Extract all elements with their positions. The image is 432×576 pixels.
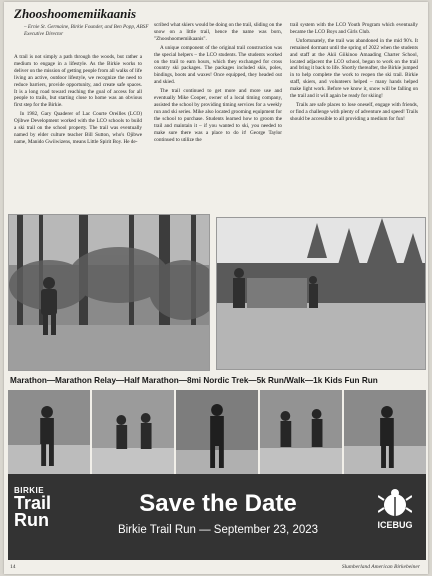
article-byline: – Ernie St. Germaine, Birkie Founder, and Ben Popp, ABSF Executive Director — [24, 24, 149, 37]
paragraph: scribed what skiers would be doing on the trail, sliding on the snow on a little trail, hence the name was born, "Zhooshoomemiikaanis". — [154, 22, 282, 42]
runner-photo — [344, 390, 426, 474]
paragraph — [14, 54, 142, 109]
birkie-trail-run-logo — [14, 486, 74, 529]
article-col1-p1: A trail is not simply a path through the woods, but rather a medium to engage in a lifestyle. As the Birkie works to deliver on the mission of getting people from all walks of life living an active, outdoor lifestyle, we recognize the need to reduce barriers, provide opportunity, and create safe spaces. It is a long road toward reaching the goal of access for all people to trails, but starting close to home was an obvious first step for the Birkie. — [14, 54, 142, 109]
forest-trail-photo-art — [9, 215, 209, 370]
magazine-page — [4, 2, 428, 574]
runner-photo-strip — [8, 390, 426, 474]
runner-photo — [8, 390, 90, 474]
trail-work-photo-art — [217, 218, 425, 369]
article-title: Zhooshoomemiikaanis — [14, 6, 137, 21]
logo-line1: BIRKIE — [14, 486, 45, 495]
runner-photo-art — [176, 390, 258, 474]
trail-work-photo — [216, 217, 426, 370]
banner-headline: Save the Date — [139, 490, 297, 517]
runner-photo-art — [8, 390, 90, 474]
runner-photo-art — [260, 390, 342, 474]
runner-photo — [260, 390, 342, 474]
page-number: 14 — [10, 564, 16, 570]
article-column-3 — [290, 22, 418, 125]
paragraph: trail system with the LCO Youth Program which eventually became the LCO Boys and Girls Club. — [290, 22, 418, 35]
publication-name: Slumberland American Birkebeiner — [341, 564, 420, 570]
paragraph: A unique component of the original trail construction was the special helpers – the LCO students. The students worked on the trail to earn hours, which they exchanged for cross country ski packages. The packages included skis, poles, bindings, boots and waxes! Once equipped, they headed out and skied. — [154, 44, 282, 86]
forest-trail-photo — [8, 214, 210, 371]
runner-photo-art — [344, 390, 426, 474]
runner-photo — [92, 390, 174, 474]
logo-line2: Trail — [14, 493, 52, 513]
sponsor-name: ICEBUG — [377, 520, 413, 530]
banner-event-line: Birkie Trail Run — September 23, 2023 — [117, 524, 319, 536]
paragraph: Unfortunately, the trail was abandoned in the mid 90's. It remained dormant until the spring of 2022 when the students and staff at the Akii Giikinoo Amaading Charter School, located adjacent the LCO school, began to work on the trail and bring it back to life. Shortly thereafter, the Birkie jumped in to help complete the work to reopen the ski trail. Birkie staff, skiers, and volunteers helped – many hands helped make light work. Before we know it, snow will be falling on the trail and it will again be ready for skiing! — [290, 37, 418, 100]
race-list: Marathon—Marathon Relay—Half Marathon—8mi Nordic Trek—5k Run/Walk—1k Kids Fun Run — [10, 376, 378, 385]
save-the-date-banner — [8, 474, 426, 560]
paragraph: The trail continued to get more and more use and eventually Mike Cooper, owner of a local timing company, assisted the school by providing timing services for a weekly run and ski series. Mike also located grooming equipment for the school to purchase. Students learned how to groom the trail and maintain it – if you wanted to ski, you needed to make sure there was a place to do it! George Taylor continued to utilize the — [154, 88, 282, 143]
paragraph: In 1982, Gary Quaderer of Lac Courte Oreilles (LCO) Ojibwe Development worked with the LCO schools to build a ski trail on the school property. The trail was eventually named by elder culture teacher Bill Sutton, who's Ojibwe name, Manido Gwiiwizens, means Little Spirit Boy. He de- — [14, 111, 142, 145]
page-footer — [8, 562, 426, 574]
article-column-1 — [14, 54, 142, 148]
icebug-logo — [368, 488, 422, 530]
article-column-2 — [154, 22, 282, 145]
paragraph: Trails are safe places to lose oneself, engage with friends, or find a challenge with plenty of adventure and speed! Trails should be accessible to all providing a medium for fun! — [290, 101, 418, 122]
bug-icon — [378, 488, 412, 518]
runner-photo-art — [92, 390, 174, 474]
logo-line3: Run — [14, 510, 49, 530]
runner-photo — [176, 390, 258, 474]
